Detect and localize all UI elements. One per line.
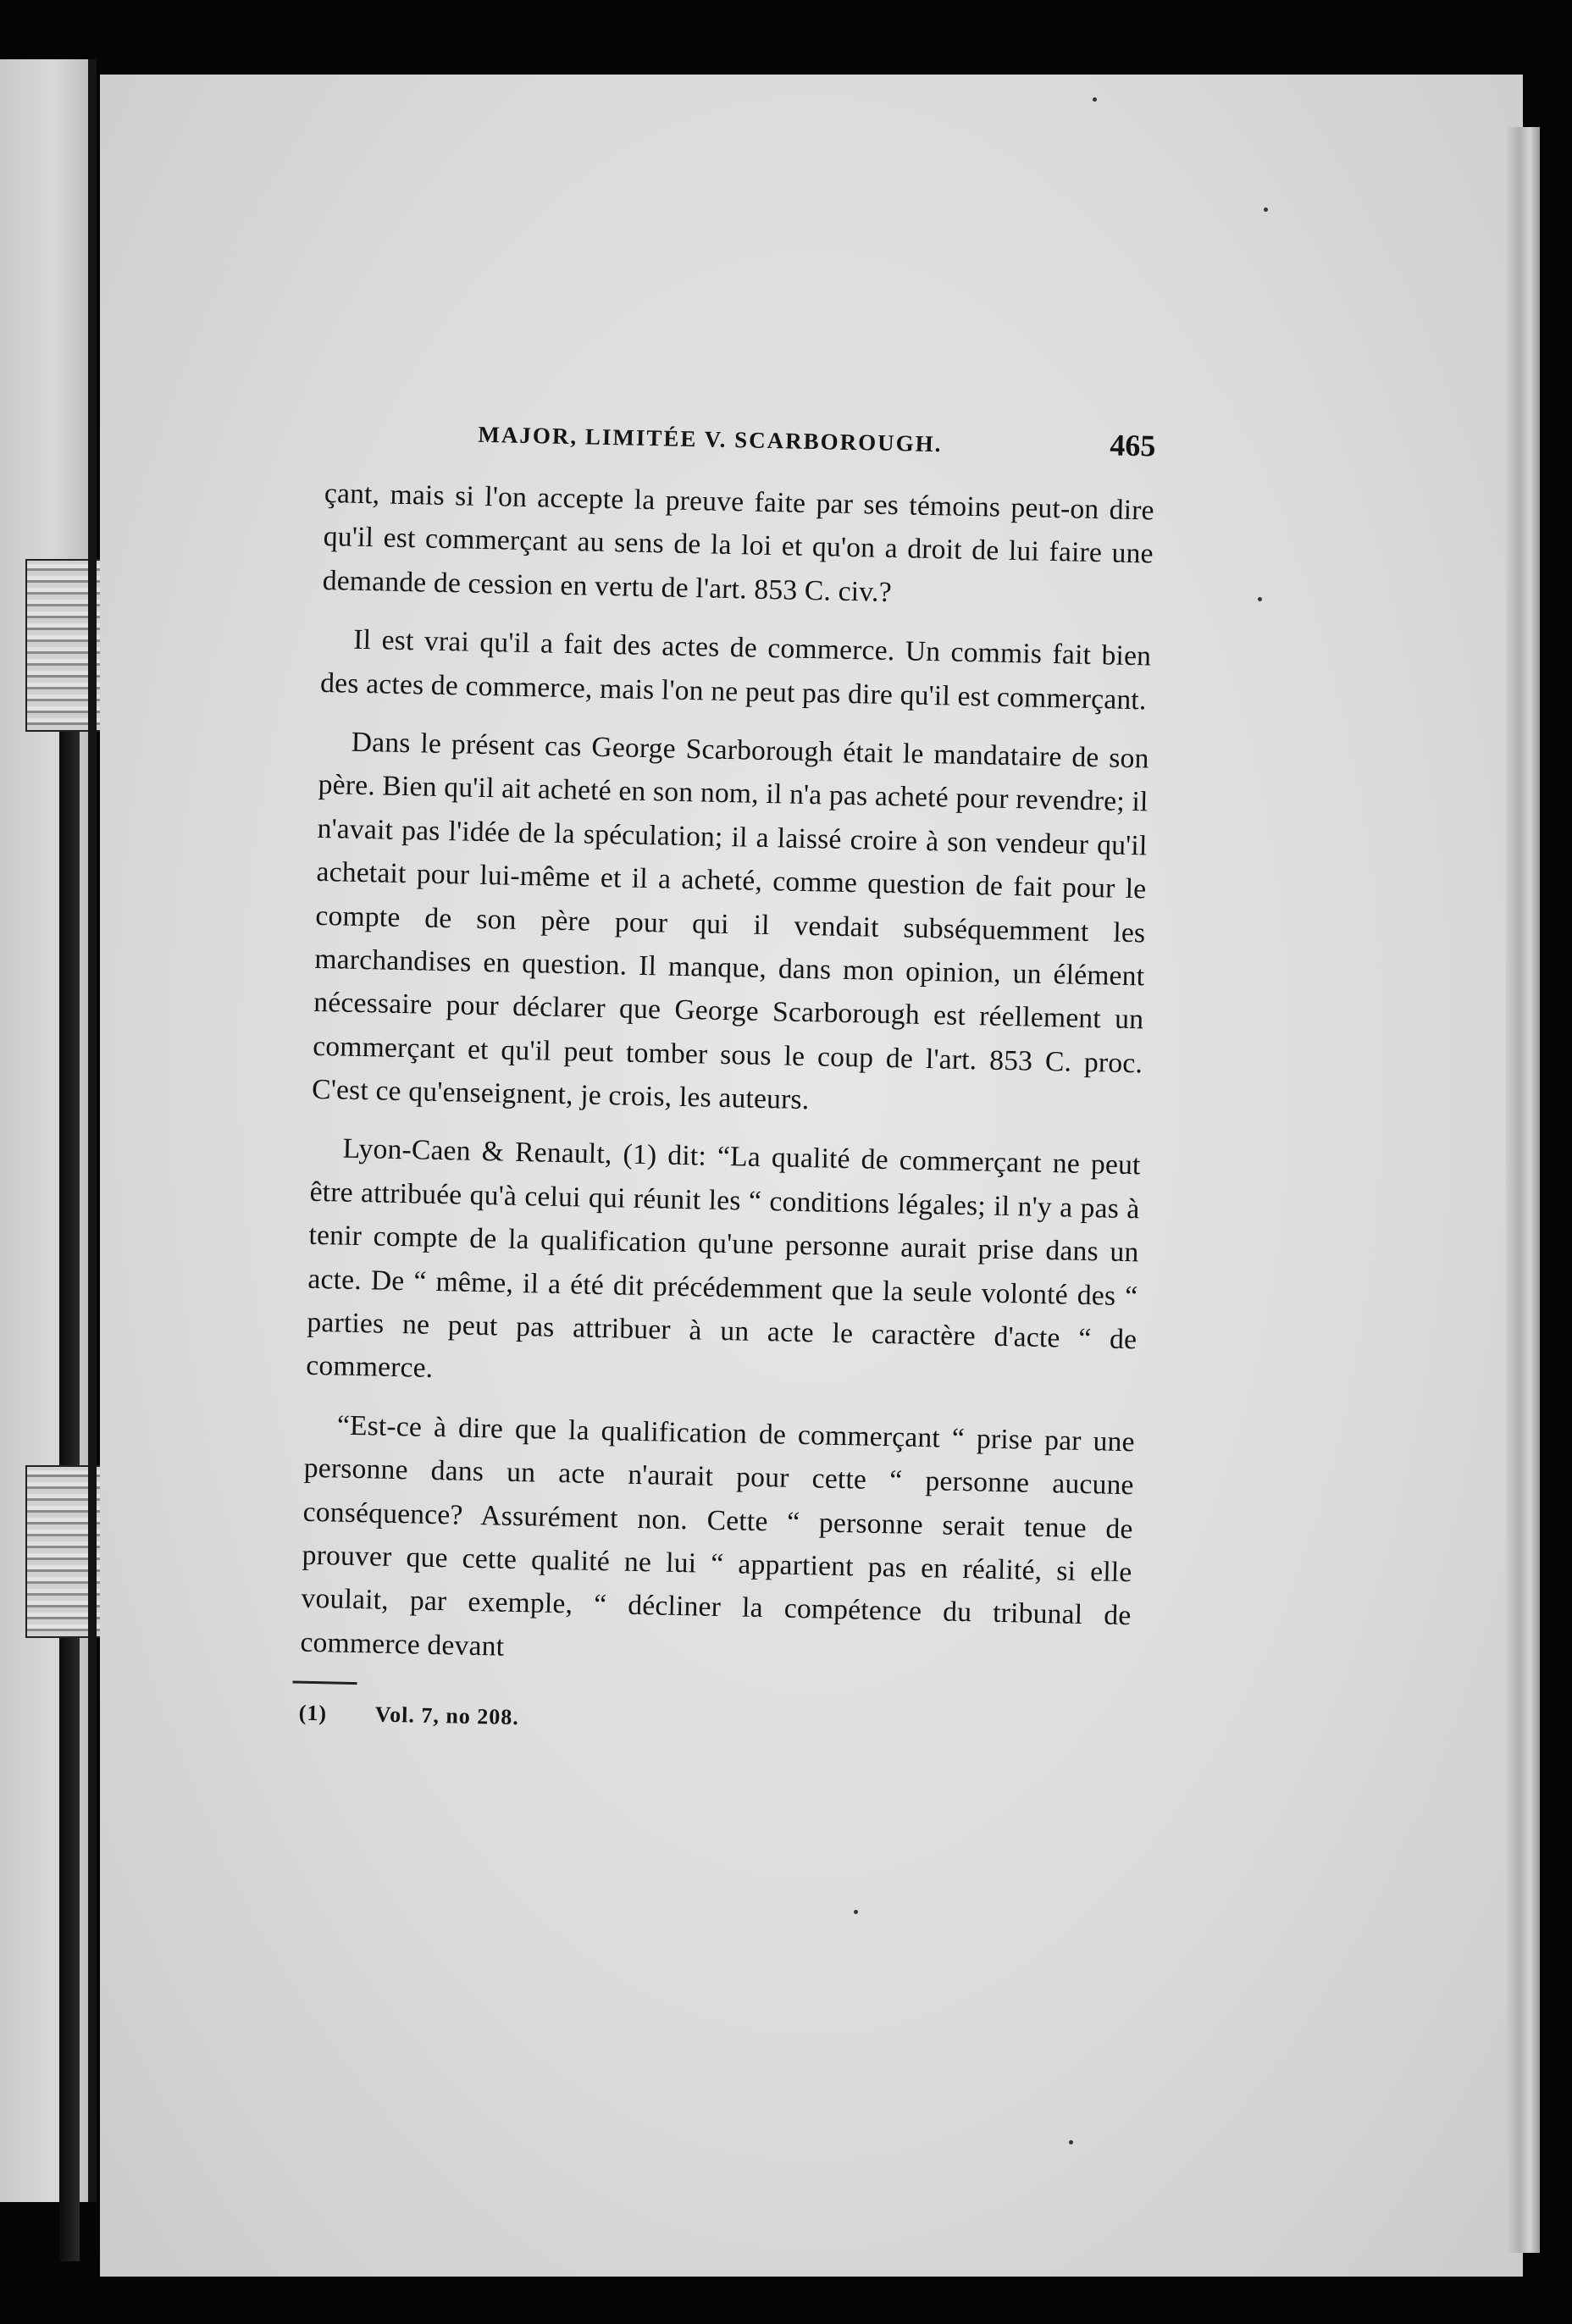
footnote-rule [293,1681,357,1685]
paragraph: çant, mais si l'on accepte la preuve faite par ses témoins peut-on dire qu'il est commerçant au sens de la loi et qu'on a droit de lui faire une demande de cession en vertu de l'art. 853 C. civ.? [322,477,1155,608]
page-number: 465 [1109,428,1156,463]
adjacent-page-strip [0,59,95,2202]
paragraph: Il est vrai qu'il a fait des actes de commerce. Un commis fait bien des actes de commerce, mais l'on ne peut pas dire qu'il est commerçant. [319,623,1152,716]
footnote-text: Vol. 7, no 208. [374,1702,520,1730]
page-fold-shadow [88,59,97,2202]
text-block [298,411,1155,1743]
paper-speck [1069,2140,1073,2144]
paper-speck [1258,597,1262,601]
paper-speck [1264,208,1268,212]
paper-speck [854,1910,858,1914]
footnote-marker: (1) [298,1700,328,1726]
paragraph: “Est-ce à dire que la qualification de commerçant “ prise par une personne dans un acte n'aurait pour cette “ personne aucune conséquence? Assurément non. Cette “ personne serait tenue de prouver que cette qualité ne lui “ appartient pas en réalité, si elle voulait, par exemple, “ décliner la compétence du tribunal de commerce devant [300,1409,1136,1663]
running-title: MAJOR, LIMITÉE V. SCARBOROUGH. [478,421,943,457]
paragraph: Dans le présent cas George Scarborough était le mandataire de son père. Bien qu'il ait acheté en son nom, il n'a pas acheté pour revendre; il n'avait pas l'idée de la spéculation; il a laissé croire à son vendeur qu'il achetait pour lui-même et il a acheté, comme question de fait pour le compte de son père pour qui il vendait subséquemment les marchandises en question. Il manque, dans mon opinion, un élément nécessaire pour déclarer que George Scarborough est réellement un commerçant et qu'il peut tomber sous le coup de l'art. 853 C. proc. C'est ce qu'enseignent, je crois, les auteurs. [311,726,1149,1116]
paragraph: Lyon-Caen & Renault, (1) dit: “La qualité de commerçant ne peut être attribuée qu'à celui qui réunit les “ conditions légales; il n'y a pas à tenir compte de la qualification qu'une personne aurait prise dans un acte. De “ même, il a été dit précédemment que la seule volonté des “ parties ne peut pas attribuer à un acte le caractère d'acte “ de commerce. [305,1133,1141,1385]
page-stack-edge [1506,127,1540,2253]
paper-speck [1093,97,1097,102]
